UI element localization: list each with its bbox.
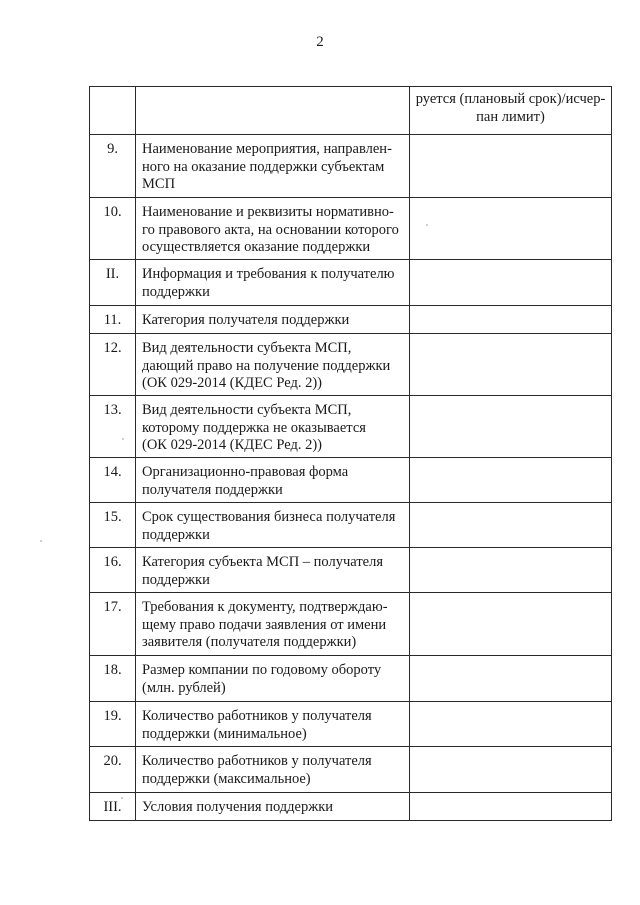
row-value-cell xyxy=(410,260,612,306)
page-number: 2 xyxy=(316,34,324,50)
table-row xyxy=(90,458,612,503)
row-label-line: Срок существования бизнеса получателя xyxy=(142,509,396,525)
row-label xyxy=(136,135,410,198)
row-value-cell xyxy=(410,396,612,458)
row-label-line: Количество работников у получателя xyxy=(142,753,372,769)
row-label-line: Условия получения поддержки xyxy=(142,799,334,815)
header-name-cell xyxy=(136,87,410,135)
section-label xyxy=(136,793,410,821)
row-label xyxy=(136,334,410,396)
row-label-line: МСП xyxy=(142,176,176,193)
row-label-line: го правового акта, на основании которого xyxy=(142,221,399,238)
row-label-line: поддержки xyxy=(142,571,210,588)
row-value-cell xyxy=(410,458,612,503)
row-value-cell xyxy=(410,702,612,747)
row-label-line: дающий право на получение поддержки xyxy=(142,357,391,374)
table-row xyxy=(90,747,612,793)
scan-speck xyxy=(121,797,123,799)
row-number: 14. xyxy=(90,458,136,503)
row-label-line: осуществляется оказание поддержки xyxy=(142,239,371,256)
row-number: 17. xyxy=(90,593,136,656)
table-row xyxy=(90,135,612,198)
row-label-line: заявителя (получателя поддержки) xyxy=(142,634,357,651)
header-num-cell xyxy=(90,87,136,135)
header-line: пан лимит) xyxy=(476,108,545,125)
header-value-cell xyxy=(410,87,612,135)
row-number: 12. xyxy=(90,334,136,396)
section-number: III. xyxy=(90,793,136,821)
row-label-line: Размер компании по годовому обороту xyxy=(142,662,382,678)
row-number: 20. xyxy=(90,747,136,793)
row-value-cell xyxy=(410,793,612,821)
row-value-cell xyxy=(410,334,612,396)
row-number: 13. xyxy=(90,396,136,458)
row-value-cell xyxy=(410,135,612,198)
table-row xyxy=(90,396,612,458)
row-label-line: которому поддержка не оказывается xyxy=(142,419,366,436)
section-row xyxy=(90,793,612,821)
row-number: 10. xyxy=(90,198,136,260)
row-label-line: Вид деятельности субъекта МСП, xyxy=(142,402,352,418)
row-label-line: Наименование и реквизиты нормативно- xyxy=(142,204,394,220)
row-value-cell xyxy=(410,593,612,656)
row-label-line: щему право подачи заявления от имени xyxy=(142,616,387,633)
row-label-line: ного на оказание поддержки субъектам xyxy=(142,158,385,175)
row-label-line: Количество работников у получателя xyxy=(142,708,372,724)
table-row xyxy=(90,702,612,747)
row-number: 19. xyxy=(90,702,136,747)
table-row xyxy=(90,503,612,548)
row-label xyxy=(136,548,410,593)
scan-speck xyxy=(122,438,124,440)
table-row xyxy=(90,593,612,656)
row-label-line: (млн. рублей) xyxy=(142,679,226,696)
row-value-cell xyxy=(410,747,612,793)
table-row xyxy=(90,334,612,396)
row-label-line: Категория получателя поддержки xyxy=(142,312,350,328)
table-body xyxy=(90,87,612,821)
row-number: 9. xyxy=(90,135,136,198)
row-label-line: (ОК 029-2014 (КДЕС Ред. 2)) xyxy=(142,437,322,454)
section-number: II. xyxy=(90,260,136,306)
header-line: руется (плановый срок)/исчер- xyxy=(415,91,606,107)
row-label-line: Категория субъекта МСП – получателя xyxy=(142,554,384,570)
row-number: 18. xyxy=(90,656,136,702)
row-value-cell xyxy=(410,198,612,260)
row-label xyxy=(136,656,410,702)
support-info-table xyxy=(89,86,612,821)
row-number: 16. xyxy=(90,548,136,593)
row-label xyxy=(136,306,410,334)
row-label-line: поддержки xyxy=(142,526,210,543)
row-label xyxy=(136,747,410,793)
row-label-line: Вид деятельности субъекта МСП, xyxy=(142,340,352,356)
row-label-line: Требования к документу, подтверждаю- xyxy=(142,599,388,615)
row-label xyxy=(136,702,410,747)
row-label xyxy=(136,503,410,548)
table-row xyxy=(90,306,612,334)
section-label xyxy=(136,260,410,306)
row-label-line: Наименование мероприятия, направлен- xyxy=(142,141,392,157)
row-value-cell xyxy=(410,306,612,334)
row-number: 11. xyxy=(90,306,136,334)
scan-speck xyxy=(426,224,428,226)
table-row xyxy=(90,548,612,593)
row-value-cell xyxy=(410,503,612,548)
row-label xyxy=(136,458,410,503)
row-label xyxy=(136,593,410,656)
table-row xyxy=(90,656,612,702)
table-row xyxy=(90,198,612,260)
row-value-cell xyxy=(410,656,612,702)
row-label-line: поддержки (минимальное) xyxy=(142,725,307,742)
row-number: 15. xyxy=(90,503,136,548)
row-label-line: поддержки (максимальное) xyxy=(142,770,311,787)
row-label-line: Информация и требования к получателю xyxy=(142,266,395,282)
row-label xyxy=(136,198,410,260)
row-label-line: поддержки xyxy=(142,283,210,300)
row-label xyxy=(136,396,410,458)
row-label-line: получателя поддержки xyxy=(142,481,283,498)
scan-speck xyxy=(40,540,42,542)
row-label-line: (ОК 029-2014 (КДЕС Ред. 2)) xyxy=(142,375,322,392)
row-value-cell xyxy=(410,548,612,593)
row-label-line: Организационно-правовая форма xyxy=(142,464,349,480)
header-continuation-row xyxy=(90,87,612,135)
section-row xyxy=(90,260,612,306)
